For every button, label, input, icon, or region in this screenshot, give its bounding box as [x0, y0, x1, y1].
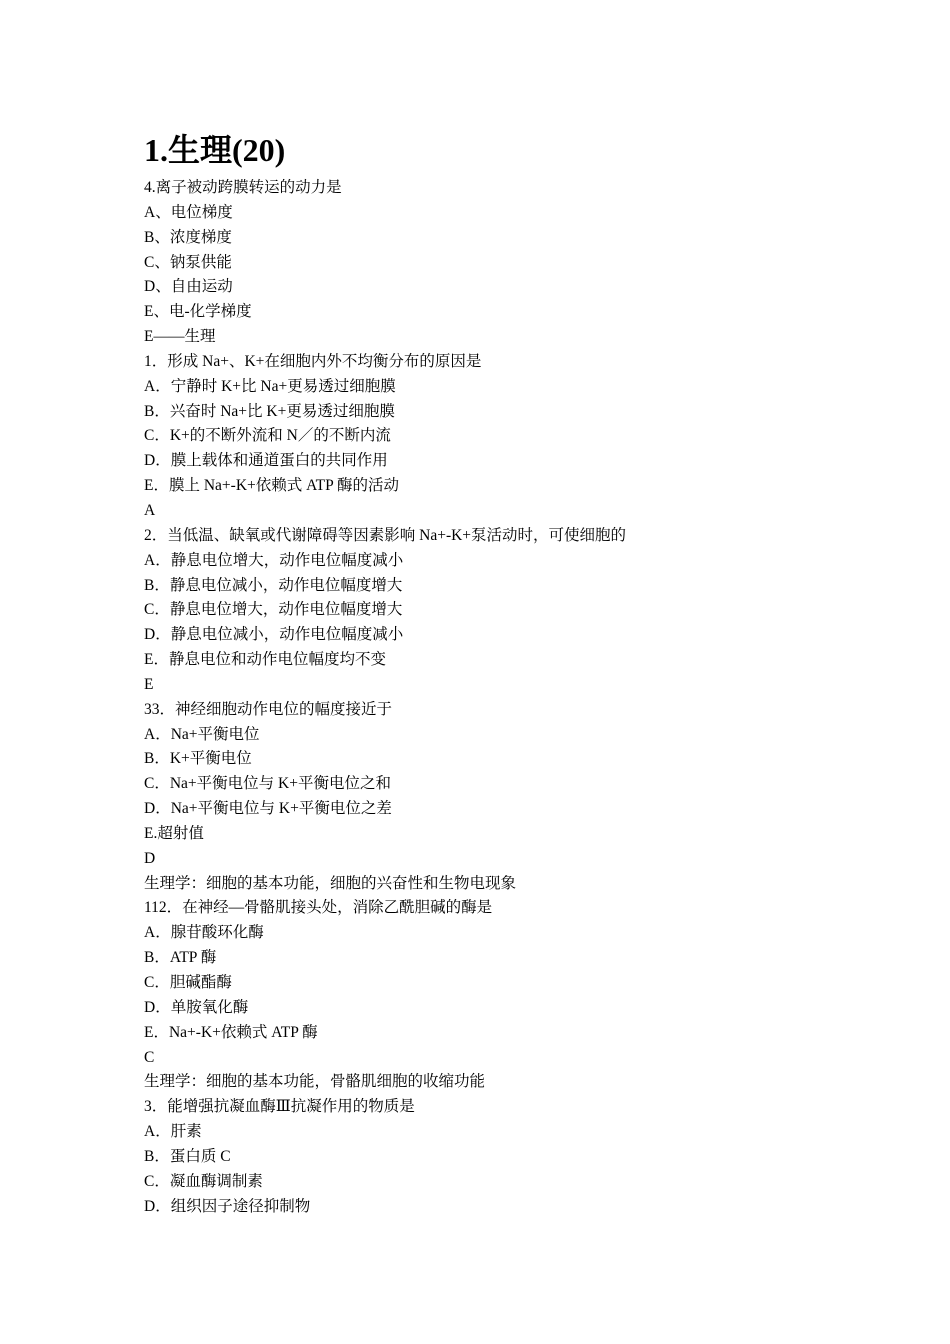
text-line: D．静息电位减小，动作电位幅度减小: [144, 626, 404, 644]
text-line: A．宁静时 K+比 Na+更易透过细胞膜: [144, 377, 396, 395]
text-line: A、电位梯度: [144, 203, 233, 221]
text-line: E——生理: [144, 328, 216, 346]
text-line: 33．神经细胞动作电位的幅度接近于: [144, 700, 393, 718]
text-line: D．膜上载体和通道蛋白的共同作用: [144, 452, 388, 470]
text-line: E.超射值: [144, 824, 204, 842]
text-line: B．K+平衡电位: [144, 750, 252, 768]
document-content: [144, 128, 844, 1219]
text-line: B．蛋白质 C: [144, 1147, 231, 1165]
text-line: B．静息电位减小，动作电位幅度增大: [144, 576, 403, 594]
text-line: C．Na+平衡电位与 K+平衡电位之和: [144, 775, 391, 793]
text-line: A．肝素: [144, 1123, 202, 1141]
text-line: 生理学：细胞的基本功能，骨骼肌细胞的收缩功能: [144, 1073, 486, 1091]
text-line: B、浓度梯度: [144, 228, 232, 246]
text-line: E．静息电位和动作电位幅度均不变: [144, 651, 386, 669]
text-line: 3．能增强抗凝血酶Ⅲ抗凝作用的物质是: [144, 1098, 415, 1116]
text-line: C: [144, 1048, 155, 1066]
text-line: D: [144, 849, 156, 867]
text-line: D．组织因子途径抑制物: [144, 1197, 311, 1215]
text-line: D．Na+平衡电位与 K+平衡电位之差: [144, 800, 392, 818]
text-line: C．凝血酶调制素: [144, 1172, 263, 1190]
text-line: E．Na+-K+依赖式 ATP 酶: [144, 1023, 318, 1041]
text-line: C．K+的不断外流和 N／的不断内流: [144, 427, 391, 445]
text-line: 1．形成 Na+、K+在细胞内外不均衡分布的原因是: [144, 352, 482, 370]
text-line: 生理学：细胞的基本功能，细胞的兴奋性和生物电现象: [144, 874, 517, 892]
text-line: C．静息电位增大，动作电位幅度增大: [144, 601, 403, 619]
text-line: E．膜上 Na+-K+依赖式 ATP 酶的活动: [144, 477, 399, 495]
text-line: C．胆碱酯酶: [144, 974, 232, 991]
text-line: D、自由运动: [144, 278, 233, 296]
question-list: [144, 176, 844, 1219]
text-line: 4.离子被动跨膜转运的动力是: [144, 179, 342, 196]
text-line: A．腺苷酸环化酶: [144, 924, 264, 942]
text-line: D．单胺氧化酶: [144, 998, 249, 1016]
section-heading: 1.生理(20): [144, 132, 286, 168]
text-line: B．ATP 酶: [144, 949, 217, 967]
text-line: 112．在神经—骨骼肌接头处，消除乙酰胆碱的酶是: [144, 899, 493, 917]
text-line: A．静息电位增大，动作电位幅度减小: [144, 551, 404, 569]
text-line: 2．当低温、缺氧或代谢障碍等因素影响 Na+-K+泵活动时，可使细胞的: [144, 526, 627, 544]
text-line: C、钠泵供能: [144, 253, 232, 271]
text-line: B．兴奋时 Na+比 K+更易透过细胞膜: [144, 402, 395, 420]
text-line: E: [144, 675, 154, 693]
text-line: A: [144, 501, 156, 519]
text-line: E、电-化学梯度: [144, 303, 252, 321]
text-line: A．Na+平衡电位: [144, 725, 260, 743]
